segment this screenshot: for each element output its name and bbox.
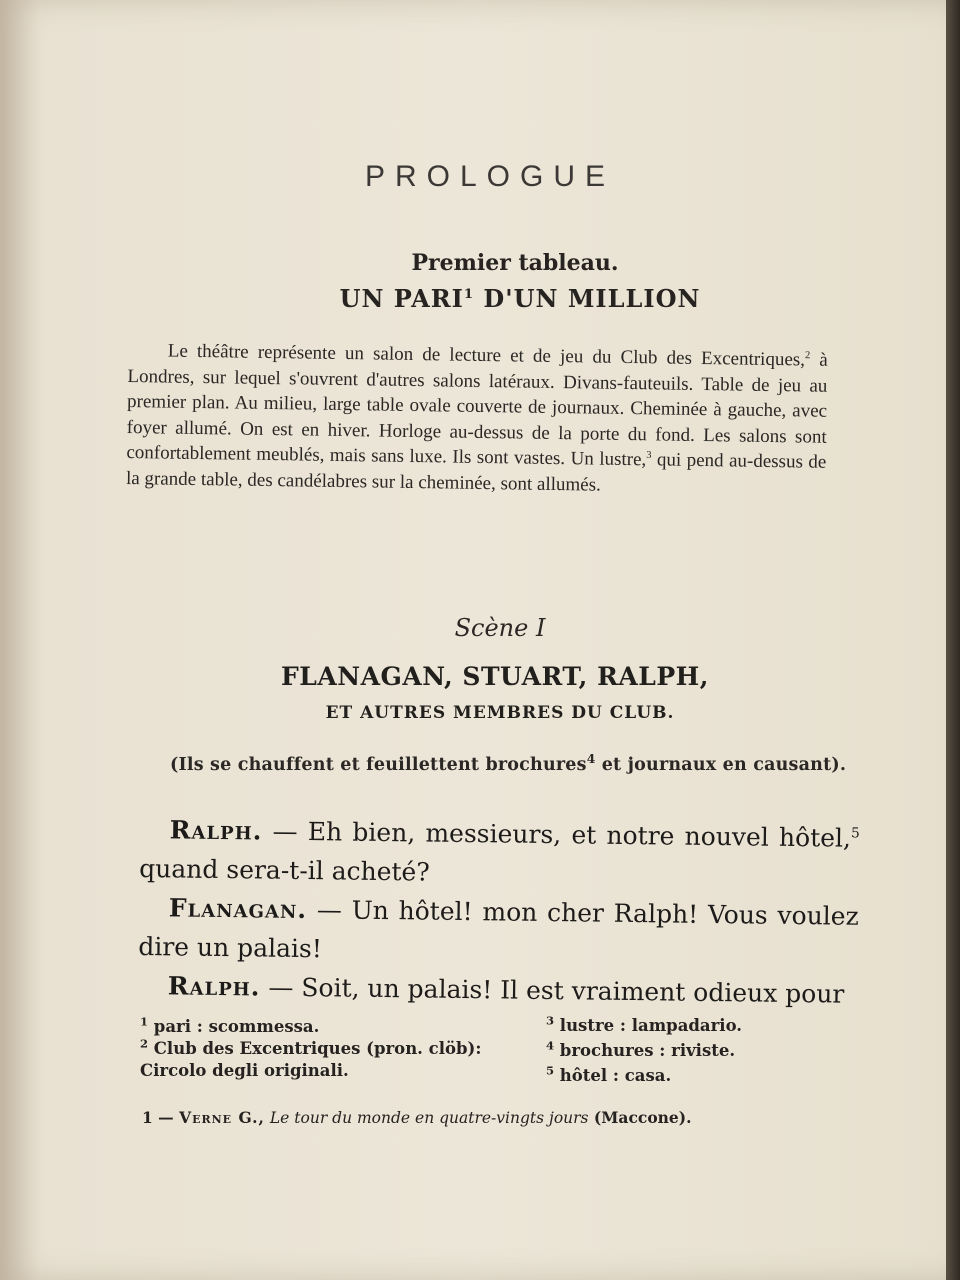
footnote-text: hôtel : casa.: [559, 1066, 672, 1085]
didascalie-text: (Ils se chauffent et feuillettent brochures: [170, 755, 587, 775]
line-text: — Soit, un palais! Il est vraiment odieux pour: [260, 972, 845, 1009]
didascalie: [170, 751, 870, 775]
speaker-name: Ralph.: [169, 815, 263, 846]
scene-characters: FLANAGAN, STUART, RALPH,: [281, 662, 709, 691]
footnote-marker: 3: [646, 449, 652, 461]
line-text: quand sera-t-il acheté?: [139, 853, 430, 887]
footnote-number: 4: [546, 1038, 555, 1053]
reference-number: 1 —: [142, 1108, 180, 1127]
dialogue-line: [139, 810, 860, 897]
prologue-heading: PROLOGUE: [364, 160, 616, 193]
footnote-number: 2: [140, 1036, 149, 1051]
reference-publisher: (Maccone).: [588, 1108, 692, 1127]
dialogue-line: [138, 966, 858, 1014]
footnote-number: 1: [140, 1014, 149, 1029]
footnote-text: brochures : riviste.: [559, 1041, 736, 1060]
book-reference: [142, 1108, 842, 1127]
title-part: D'UN MILLION: [474, 284, 701, 313]
footnote-number: 5: [546, 1063, 555, 1078]
tableau-heading: Premier tableau.: [411, 250, 619, 276]
footnote-marker: 5: [850, 825, 860, 842]
footnote: [140, 1016, 510, 1038]
footnote-number: 3: [546, 1013, 555, 1028]
scene-heading: Scène I: [454, 614, 546, 642]
line-text: — Eh bien, messieurs, et notre nouvel hôtel,: [262, 816, 852, 853]
intro-text: Le théâtre représente un salon de lecture et de jeu du Club des Excentriques,: [167, 340, 806, 371]
footnote-text: lustre : lampadario.: [559, 1016, 743, 1035]
scene-others: ET AUTRES MEMBRES DU CLUB.: [325, 703, 675, 723]
footnote: [546, 1013, 846, 1038]
stage-directions: [126, 338, 828, 501]
footnote: [546, 1063, 846, 1088]
reference-author: Verne G.,: [179, 1108, 265, 1127]
reference-work: Le tour du monde en quatre-vingts jours: [264, 1109, 589, 1127]
intro-text: à Londres, sur lequel s'ouvrent d'autres salons latéraux. Divans-fauteuils. Table de jeu au premier plan. Au milieu, large table ovale couverte de journaux. Cheminée à gauche, avec foyer allumé. On est en hiver. Horloge au-dessus de la porte du fond. Les salons sont confortablement meublés, mais sans luxe. Ils sont vastes. Un lustre,: [126, 349, 828, 471]
intro-text: qui pend au-dessus de la grande table, des candélabres sur la cheminée, sont allumés.: [125, 449, 827, 496]
footnote-text: pari : scommessa.: [153, 1017, 320, 1036]
footnotes-right: [546, 1013, 846, 1088]
footnote-text: Club des Excentriques (pron. clöb): Circolo degli originali.: [140, 1039, 482, 1080]
footnote-marker: 2: [804, 350, 811, 362]
footnotes-left: [140, 1016, 510, 1082]
line-text: — Un hôtel! mon cher Ralph! Vous voulez dire un palais!: [138, 895, 859, 964]
footnote: [546, 1038, 846, 1063]
speaker-name: Flanagan.: [168, 893, 308, 925]
act-title: [0, 284, 960, 313]
title-part: UN PARI: [339, 284, 464, 313]
footnote: [140, 1038, 510, 1082]
book-edge: [946, 0, 960, 1280]
speaker-name: Ralph.: [167, 971, 261, 1002]
dialogue-line: [138, 888, 859, 975]
didascalie-text: et journaux en causant).: [595, 755, 847, 775]
dialogue: [138, 810, 860, 1014]
footnote-marker: 4: [586, 751, 596, 767]
footnote-marker: 1: [463, 287, 475, 302]
